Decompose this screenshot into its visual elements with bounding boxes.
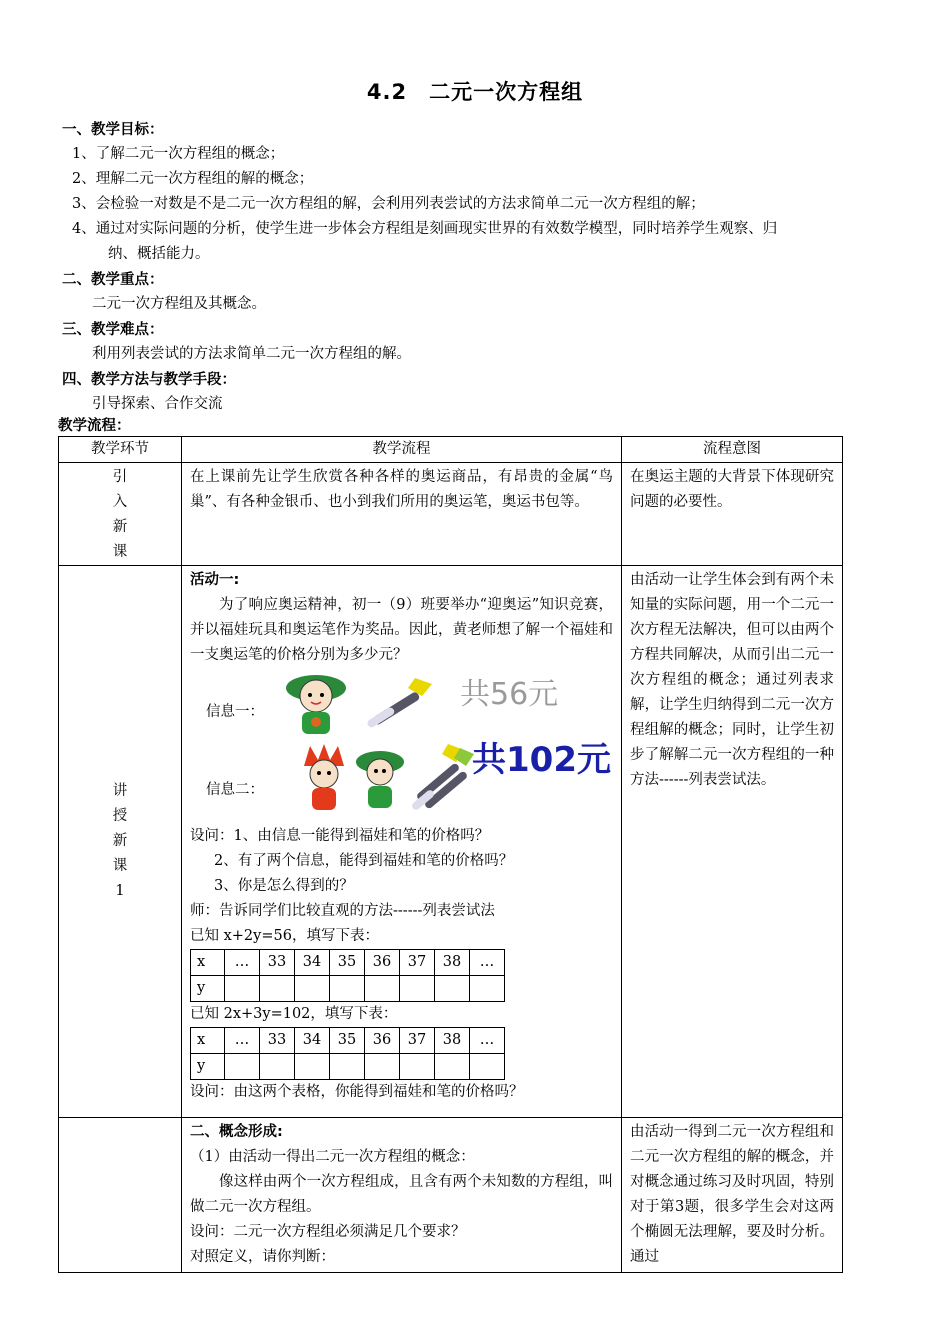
table-cell-input[interactable]: [365, 1054, 400, 1080]
table-cell: x: [191, 1028, 225, 1054]
content-cell: [182, 1118, 622, 1273]
table-cell-input[interactable]: [330, 976, 365, 1002]
stage-char: 课: [112, 544, 128, 560]
header-cell: 流程意图: [622, 437, 843, 463]
table-row: [59, 1118, 843, 1273]
concept-title: 二、概念形成:: [190, 1124, 283, 1140]
final-question: 设问：由这两个表格，你能得到福娃和笔的价格吗？: [190, 1084, 524, 1100]
table-cell-input[interactable]: [470, 1054, 505, 1080]
table-cell-input[interactable]: [435, 1054, 470, 1080]
header-cell: 教学流程: [182, 437, 622, 463]
intent-text: 由活动一让学生体会到有两个未知量的实际问题，用一个二元一次方程无法解决，但可以由两个方程共同解决，从而引出二元一次方程组的概念；通过列表求解，让学生归纳得到二元一次方程组解的概念；同时，让学生初步了解解二元一次方程组的一种方法------列表尝试法。: [630, 572, 834, 788]
table-cell: y: [191, 1054, 225, 1080]
stage-cell: [59, 463, 182, 566]
objectives-heading: 一、教学目标：: [62, 122, 164, 138]
table-cell-input[interactable]: [260, 976, 295, 1002]
key-points-heading: 二、教学重点：: [62, 272, 164, 288]
intent-cell: [622, 463, 843, 566]
objective-item: 纳、概括能力。: [108, 246, 210, 262]
activity-intro: 为了响应奥运精神，初一（9）班要举办“迎奥运”知识竞赛，并以福娃玩具和奥运笔作为奖品。因此，黄老师想了解一个福娃和一支奥运笔的价格分别为多少元？: [190, 597, 613, 663]
table-cell-input[interactable]: [365, 976, 400, 1002]
fill-table-one: [190, 949, 505, 1002]
table-cell: 34: [295, 950, 330, 976]
table-cell: …: [225, 950, 260, 976]
table-cell: 33: [260, 950, 295, 976]
question-line: 2、有了两个信息，能得到福娃和笔的价格吗？: [214, 853, 514, 869]
table-cell: 36: [365, 950, 400, 976]
table-cell: …: [225, 1028, 260, 1054]
info-one-total: 共56元: [460, 677, 559, 712]
stage-char: 新: [112, 519, 128, 535]
teaching-flow-table: [58, 436, 843, 1273]
content-text: 在上课前先让学生欣赏各种各样的奥运商品，有昂贵的金属“鸟巢”、有各种金银币、也小到我们所用的奥运笔，奥运书包等。: [190, 469, 613, 510]
concept-judge: 对照定义，请你判断：: [190, 1249, 335, 1265]
stage-char: 引: [112, 469, 128, 485]
key-points-text: 二元一次方程组及其概念。: [92, 296, 266, 312]
difficulties-heading: 三、教学难点：: [62, 322, 164, 338]
info-two-total: 共102元: [472, 740, 611, 780]
objective-item: 2、理解二元一次方程组的解的概念；: [72, 171, 314, 187]
teacher-line: 师：告诉同学们比较直观的方法------列表尝试法: [190, 903, 495, 919]
equation-two: 已知 2x+3y=102，填写下表：: [190, 1006, 398, 1022]
stage-char: 授: [112, 808, 128, 824]
table-cell: 37: [400, 1028, 435, 1054]
table-row: [191, 1028, 505, 1054]
stage-char: 课: [112, 858, 128, 874]
stage-char: 新: [112, 833, 128, 849]
mascot-image: [280, 672, 352, 738]
table-cell-input[interactable]: [470, 976, 505, 1002]
info-label: 信息一：: [206, 704, 264, 720]
table-cell-input[interactable]: [295, 976, 330, 1002]
info-two: [190, 742, 613, 824]
table-cell: 34: [295, 1028, 330, 1054]
concept-question: 设问：二元一次方程组必须满足几个要求？: [190, 1224, 466, 1240]
table-cell-input[interactable]: [330, 1054, 365, 1080]
activity-title: 活动一:: [190, 572, 240, 588]
red-mascot-image: [296, 744, 352, 814]
info-one: [190, 668, 613, 742]
table-cell: x: [191, 950, 225, 976]
content-cell: [182, 566, 622, 1118]
concept-definition: 像这样由两个一次方程组成，且含有两个未知数的方程组，叫做二元一次方程组。: [190, 1174, 613, 1215]
table-cell: 33: [260, 1028, 295, 1054]
objective-item: 3、会检验一对数是不是二元一次方程组的解，会利用列表尝试的方法求简单二元一次方程组的解；: [72, 196, 705, 212]
header-cell: 教学环节: [59, 437, 182, 463]
intent-cell: [622, 1118, 843, 1273]
table-header-row: [59, 437, 843, 463]
intent-text: 在奥运主题的大背景下体现研究问题的必要性。: [630, 469, 834, 510]
table-cell: 38: [435, 1028, 470, 1054]
table-cell-input[interactable]: [260, 1054, 295, 1080]
page-title: 4.2 二元一次方程组: [366, 80, 584, 104]
table-row: [191, 1054, 505, 1080]
table-row: [59, 463, 843, 566]
stage-cell: [59, 566, 182, 1118]
info-label: 信息二：: [206, 782, 264, 798]
methods-heading: 四、教学方法与教学手段：: [62, 372, 236, 388]
content-cell: [182, 463, 622, 566]
table-cell: y: [191, 976, 225, 1002]
objective-item: 1、了解二元一次方程组的概念；: [72, 146, 285, 162]
question-line: 3、你是怎么得到的？: [214, 878, 354, 894]
equation-one: 已知 x+2y=56，填写下表：: [190, 928, 379, 944]
question-line: 设问：1、由信息一能得到福娃和笔的价格吗？: [190, 828, 490, 844]
stage-char: 1: [115, 883, 125, 899]
stage-char: 讲: [112, 783, 128, 799]
table-cell-input[interactable]: [400, 976, 435, 1002]
flow-heading: 教学流程：: [58, 418, 131, 434]
objective-item: 4、通过对实际问题的分析，使学生进一步体会方程组是刻画现实世界的有效数学模型，同时培养学生观察、归: [72, 221, 778, 237]
table-cell: 35: [330, 1028, 365, 1054]
concept-sub: （1）由活动一得出二元一次方程组的概念：: [190, 1149, 475, 1165]
fill-table-two: [190, 1027, 505, 1080]
table-cell: 37: [400, 950, 435, 976]
table-cell: 35: [330, 950, 365, 976]
stage-cell: [59, 1118, 182, 1273]
difficulties-text: 利用列表尝试的方法求简单二元一次方程组的解。: [92, 346, 411, 362]
table-cell-input[interactable]: [295, 1054, 330, 1080]
table-cell: 38: [435, 950, 470, 976]
table-cell-input[interactable]: [225, 976, 260, 1002]
table-cell-input[interactable]: [400, 1054, 435, 1080]
table-cell: …: [470, 950, 505, 976]
table-cell-input[interactable]: [435, 976, 470, 1002]
pens-image: [408, 742, 478, 818]
green-mascot-image: [352, 748, 408, 814]
methods-text: 引导探索、合作交流: [92, 396, 223, 412]
intent-cell: [622, 566, 843, 1118]
table-row: [191, 950, 505, 976]
table-cell: …: [470, 1028, 505, 1054]
table-row: [191, 976, 505, 1002]
table-cell-input[interactable]: [225, 1054, 260, 1080]
pen-image: [360, 674, 440, 736]
table-row: [59, 566, 843, 1118]
stage-char: 入: [112, 494, 128, 510]
table-cell: 36: [365, 1028, 400, 1054]
intent-text: 由活动一得到二元一次方程组和二元一次方程组的解的概念，并对概念通过练习及时巩固，特别对于第3题，很多学生会对这两个椭圆无法理解，要及时分析。通过: [630, 1124, 834, 1265]
